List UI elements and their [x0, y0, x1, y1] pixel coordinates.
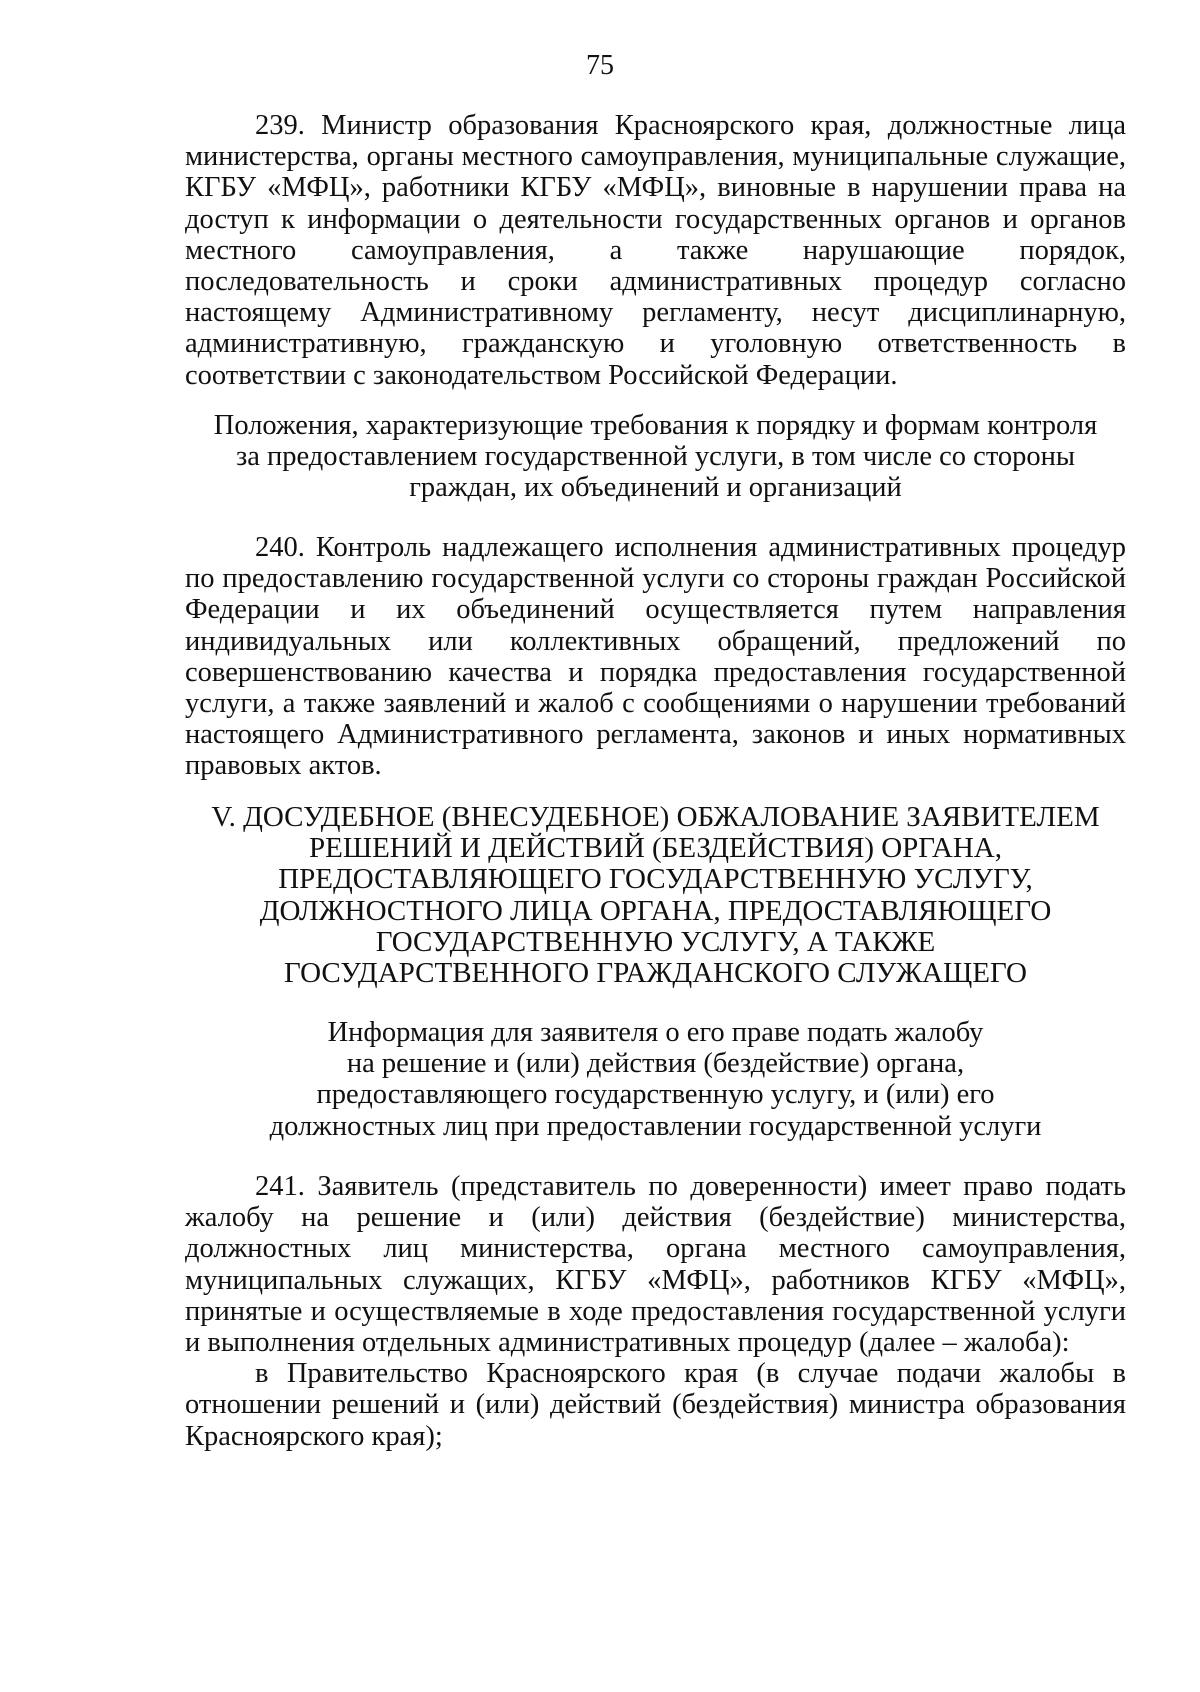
section-v-line: ГОСУДАРСТВЕННОГО ГРАЖДАНСКОГО СЛУЖАЩЕГО: [284, 957, 1027, 990]
paragraph-241: [185, 1171, 1126, 1452]
section-v-title: [185, 802, 1126, 989]
paragraph-240-text: 240. Контроль надлежащего исполнения административных процедур по предоставлению государственной услуги со стороны граждан Российской Федерации и их объединений осуществляется путем направления индивидуальных или коллективных обращений, предложений по совершенствованию качества и порядка предоставления государственной услуги, а также заявлений и жалоб с сообщениями о нарушении требований настоящего Административного регламента, законов и иных нормативных правовых актов.: [185, 532, 1126, 782]
section-v-line: РЕШЕНИЙ И ДЕЙСТВИЙ (БЕЗДЕЙСТВИЯ) ОРГАНА,: [309, 832, 1002, 865]
subheading-info-line: предоставляющего государственную услугу, и (или) его: [316, 1079, 995, 1111]
subheading-info-line: Информация для заявителя о его праве подать жалобу: [327, 1017, 984, 1048]
page-number: 75: [586, 50, 614, 81]
subheading-info: [185, 1017, 1126, 1142]
subheading-control-text: [185, 410, 1126, 504]
subheading-info-line: должностных лиц при предоставлении государственной услуги: [269, 1110, 1042, 1142]
subheading-info-text: [185, 1017, 1126, 1142]
paragraph-239: [185, 110, 1126, 391]
section-v-line: ПРЕДОСТАВЛЯЮЩЕГО ГОСУДАРСТВЕННУЮ УСЛУГУ,: [278, 863, 1033, 896]
section-v-heading: [185, 802, 1126, 989]
section-v-line: ГОСУДАРСТВЕННУЮ УСЛУГУ, А ТАКЖЕ: [375, 925, 936, 958]
subheading-info-line: на решение и (или) действия (бездействие) органа,: [346, 1048, 965, 1080]
section-v-line: V. ДОСУДЕБНОЕ (ВНЕСУДЕБНОЕ) ОБЖАЛОВАНИЕ ЗАЯВИТЕЛЕМ: [211, 801, 1100, 833]
paragraph-241-item: в Правительство Красноярского края (в случае подачи жалобы в отношении решений и (или) действий (бездействия) министра образования Красноярского края);: [185, 1358, 1126, 1452]
subheading-control: [185, 410, 1126, 504]
subheading-control-line: за предоставлением государственной услуги, в том числе со стороны: [235, 441, 1076, 473]
subheading-control-line: граждан, их объединений и организаций: [409, 472, 902, 504]
section-v-line: ДОЛЖНОСТНОГО ЛИЦА ОРГАНА, ПРЕДОСТАВЛЯЮЩЕГО: [259, 894, 1052, 927]
subheading-control-line: Положения, характеризующие требования к порядку и формам контроля: [213, 410, 1098, 441]
paragraph-240: [185, 532, 1126, 782]
paragraph-241-text: 241. Заявитель (представитель по доверенности) имеет право подать жалобу на решение и (или) действия (бездействие) министерства, должностных лиц министерства, органа местного самоуправления, муниципальных служащих, КГБУ «МФЦ», работников КГБУ «МФЦ», принятые и осуществляемые в ходе предоставления государственной услуги и выполнения отдельных административных процедур (далее – жалоба):: [185, 1171, 1126, 1359]
paragraph-239-text: 239. Министр образования Красноярского края, должностные лица министерства, органы местного самоуправления, муниципальные служащие, КГБУ «МФЦ», работники КГБУ «МФЦ», виновные в нарушении права на доступ к информации о деятельности государственных органов и органов местного самоуправления, а также нарушающие порядок, последовательность и сроки административных процедур согласно настоящему Административному регламенту, несут дисциплинарную, административную, гражданскую и уголовную ответственность в соответствии с законодательством Российской Федерации.: [185, 110, 1126, 391]
